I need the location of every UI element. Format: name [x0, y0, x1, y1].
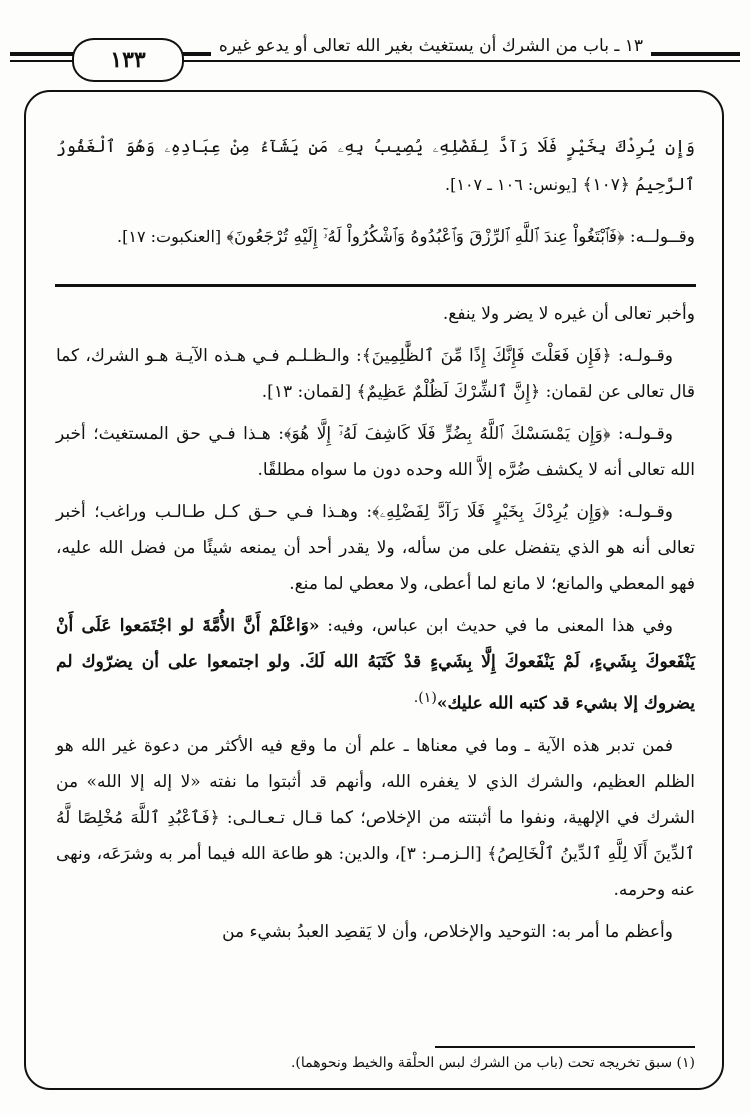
page-header — [0, 0, 751, 80]
paragraph: وقـولـه: ﴿فَإِن فَعَلْتَ فَإِنَّكَ إِذًا مِّنَ ٱلظَّٰلِمِينَ﴾: والـظـلـم فـي هـذه الآيـة هـو الشرك، كما قال تعالى عن لقمان: ﴿إِنَّ ٱلشِّرْكَ لَظُلْمٌ عَظِيمٌ﴾ [لقمان: ١٣]. — [56, 346, 695, 402]
quran-verses — [56, 128, 695, 270]
paragraph: فمن تدبر هذه الآية ـ وما في معناها ـ علم أن ما وقع فيه الأكثر من دعوة غير الله هو الظلم العظيم، والشرك الذي لا يغفره الله، وأنهم قد أثبتوا ما نفته «لا إله إلا الله» من الشرك في الإلهية، ونفوا ما أثبتته من الإخلاص؛ كما قـال تـعـالـى: ﴿فَٱعْبُدِ ٱللَّهَ مُخْلِصًا لَّهُ ٱلدِّينَ أَلَا لِلَّهِ ٱلدِّينُ ٱلْخَالِصُ﴾ [الـزمـر: ٣]، والدين: هو طاعة الله فيما أمر به وشرَعَه، ونهى عنه وحرمه. — [56, 735, 695, 900]
footnote-marker[interactable]: (١). — [413, 690, 437, 706]
section-divider — [55, 284, 696, 287]
paragraph: وقـولـه: ﴿وَإِن يُرِدْكَ بِخَيْرٍ فَلَا رَآدَّ لِفَضْلِهِۦ﴾: وهـذا فـي حـق كـل طـالـب وراغب؛ أخبر تعالى أنه هو الذي يتفضل على من سأله، ولا يقدر أحد أن يمنعه شيئًا من فضل الله عليه، فهو المعطي والمانع؛ لا مانع لما أعطى، ولا معطي لما منع. — [56, 502, 695, 594]
verse-ankabut — [56, 218, 695, 256]
paragraph: وأخبر تعالى أن غيره لا يضر ولا ينفع. — [442, 304, 695, 324]
header-rule-right-thin — [160, 60, 740, 62]
verse-yunus — [56, 128, 695, 204]
paragraph — [56, 608, 695, 722]
page-number: ١٣٣ — [72, 38, 184, 82]
commentary — [56, 296, 695, 956]
verse-reference: [العنكبوت: ١٧]. — [117, 227, 222, 246]
verse-intro: وقــولــه: — [624, 227, 695, 247]
footnote: (١) سبق تخريجه تحت (باب من الشرك لبس الحلْقة والخيط ونحوهما). — [290, 1055, 695, 1071]
paragraph: وأعظم ما أمر به: التوحيد والإخلاص، وأن لا يَقصِد العبدُ بشيء من — [222, 921, 673, 942]
verse-text: وَإِن يُرِدْكَ بِخَيْرٍ فَلَا رَآدَّ لِفَضْلِهِۦ يُصِيبُ بِهِۦ مَن يَشَآءُ مِنْ عِبَادِهِۦ وَهُوَ ٱلْغَفُورُ ٱلرَّحِيمُ ﴿١٠٧﴾ — [56, 137, 695, 195]
footnote-rule — [435, 1046, 695, 1048]
verse-text: ﴿فَٱبْتَغُواْ عِندَ ٱللَّهِ ٱلرِّزْقَ وَٱعْبُدُوهُ وَٱشْكُرُواْ لَهُۥٓ إِلَيْهِ تُرْجَعُونَ﴾ — [226, 227, 625, 247]
verse-reference: [يونس: ١٠٦ ـ ١٠٧]. — [445, 175, 578, 194]
hadith-text: «وَاعْلَمْ أَنَّ الأُمَّةَ لو اجْتَمَعوا عَلَى أَنْ يَنْفَعوكَ بِشَيءٍ، لَمْ يَنْفَعوكَ إِلَّا بِشَيءٍ قدْ كَتَبَهُ الله لَكَ. ولو اجتمعوا على أن يضرّوك لم يضروك إلا بشيء قد كتبه الله عليك» — [56, 616, 695, 714]
chapter-title: ١٣ ـ باب من الشرك أن يستغيث بغير الله تعالى أو يدعو غيره — [211, 36, 651, 56]
paragraph: وقـولـه: ﴿وَإِن يَمْسَسْكَ ٱللَّهُ بِضُرٍّ فَلَا كَاشِفَ لَهُۥٓ إِلَّا هُوَ﴾: هـذا فـي حق المستغيث؛ أخبر الله تعالى أنه لا يكشف ضُرَّه إلاَّ الله وحده دون ما سواه مطلقًا. — [56, 424, 695, 480]
hadith-intro: وفي هذا المعنى ما في حديث ابن عباس، وفيه: — [319, 616, 673, 636]
